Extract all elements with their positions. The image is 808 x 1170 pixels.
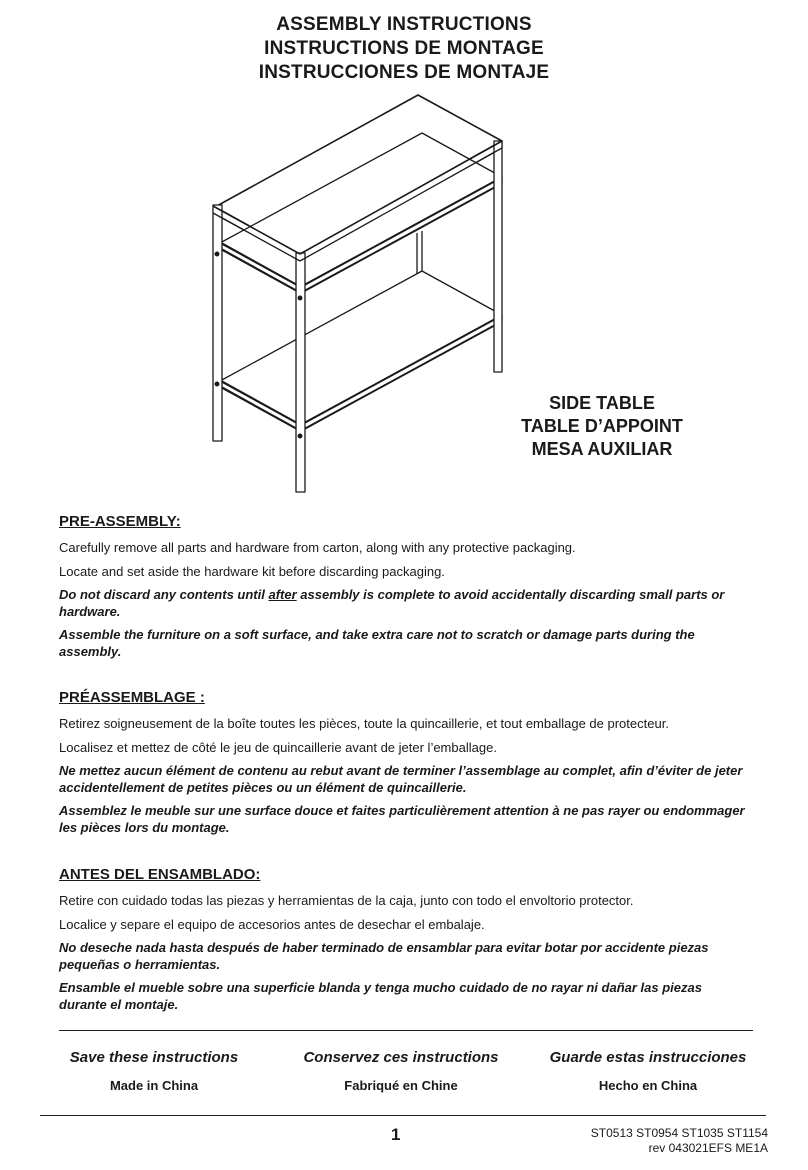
page-number: 1 <box>391 1125 401 1144</box>
warning-text: Assemble the furniture on a soft surface, and take extra care not to scratch or damage parts during the assembly. <box>59 627 695 659</box>
save-instructions-french: Conservez ces instructions <box>303 1049 499 1066</box>
pre-assembly-english <box>59 512 749 667</box>
warning-text: Ne mettez aucun élément de contenu au rebut avant de terminer l’assemblage au complet, afin d’éviter de jeter accidentellement de petites pièces ou un élément de quincaillerie. <box>59 763 743 795</box>
warning-text: Do not discard any contents until after assembly is complete to avoid accidentally discarding small parts or hardware. <box>59 587 725 619</box>
product-name-block <box>496 392 708 461</box>
title-english: ASSEMBLY INSTRUCTIONS <box>276 14 532 35</box>
model-codes: ST0513 ST0954 ST1035 ST1154 <box>590 1126 768 1140</box>
instruction-text: Retirez soigneusement de la boîte toutes les pièces, toute la quincaillerie, et tout emballage de protecteur. <box>59 716 669 731</box>
product-name-french: TABLE D’APPOINT <box>521 416 683 436</box>
divider <box>40 1115 766 1116</box>
footer-english <box>34 1048 274 1093</box>
made-in-spanish: Hecho en China <box>598 1078 698 1093</box>
footer-french <box>281 1048 521 1093</box>
instruction-text: Carefully remove all parts and hardware from carton, along with any protective packaging. <box>59 540 576 555</box>
title-block <box>0 13 808 85</box>
warning-text: No deseche nada hasta después de haber terminado de ensamblar para evitar botar por accidente piezas pequeñas o herramientas. <box>59 940 709 972</box>
pre-assembly-french <box>59 688 749 843</box>
save-instructions-spanish: Guarde estas instrucciones <box>549 1049 747 1066</box>
instruction-text: Localice y separe el equipo de accesorios antes de desechar el embalaje. <box>59 916 485 932</box>
title-spanish: INSTRUCCIONES DE MONTAJE <box>258 62 550 83</box>
document-codes <box>591 1126 768 1156</box>
side-table-illustration <box>200 84 520 500</box>
divider <box>59 1030 753 1031</box>
section-heading: ANTES DEL ENSAMBLADO: <box>59 866 261 883</box>
instruction-text: Localisez et mettez de côté le jeu de quincaillerie avant de jeter l’emballage. <box>59 739 497 755</box>
pre-assembly-spanish <box>59 865 749 1020</box>
instruction-text: Retire con cuidado todas las piezas y herramientas de la caja, junto con todo el envoltorio protector. <box>59 893 634 908</box>
emphasis-after: after <box>268 587 297 602</box>
made-in-english: Made in China <box>109 1078 199 1093</box>
revision-code: rev 043021EFS ME1A <box>648 1141 768 1155</box>
made-in-french: Fabriqué en Chine <box>344 1078 458 1093</box>
save-instructions-english: Save these instructions <box>69 1049 239 1066</box>
instruction-text: Locate and set aside the hardware kit before discarding packaging. <box>59 563 445 579</box>
footer-spanish <box>528 1048 768 1093</box>
warning-text: Assemblez le meuble sur une surface douce et faites particulièrement attention à ne pas rayer ou endommager les pièces lors du montage. <box>59 803 745 835</box>
section-heading: PRE-ASSEMBLY: <box>59 513 181 530</box>
section-heading: PRÉASSEMBLAGE : <box>59 689 205 706</box>
side-table-line-drawing <box>213 95 502 492</box>
title-french: INSTRUCTIONS DE MONTAGE <box>264 38 544 59</box>
warning-text: Ensamble el mueble sobre una superficie blanda y tenga mucho cuidado de no rayar ni dañar las piezas durante el montaje. <box>59 980 702 1012</box>
product-name-spanish: MESA AUXILIAR <box>531 439 673 459</box>
product-name-english: SIDE TABLE <box>549 393 655 413</box>
